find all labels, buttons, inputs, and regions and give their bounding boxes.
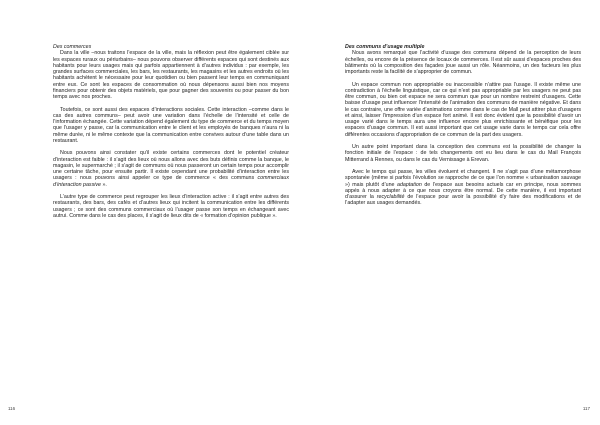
paragraph: Dans la ville –nous traitons l’espace de la ville, mais la réflexion peut être également ciblée sur les espaces ruraux ou périurbains– nous pouvons observer différents espaces qui sont destinés aux habitants pour leurs usages mais qui parfois appartiennent à d’autres individus : par exemple, les grandes surfaces commerciales, les bars, les restaurants, les magasins et les autres endroits où les habitants achètent le nécessaire pour leur quotidien ou bien passent leur temps en communiquant entre eux. Ce sont les espaces de consommation où nous dépensons aussi bien nos moyens financiers pour obtenir des objets matériels, que pour gagner des souvenirs ou pour passer du bon temps avec nos proches. [53,50,289,100]
page-number: 116 [8,406,16,411]
paragraph: Nous pouvons ainsi constater qu’il existe certains commerces dont le potentiel créateur d’interaction est faible : il s’agit des lieux où nous allons avec des buts définis comme la banque, le magasin, le supermarché ; il s’agit de communs où nous passeront un certain temps pour accomplir une certaine tâche, pour ensuite partir. Il existe cependant une probabilité d’interaction entre les usagers : nous pouvons ainsi appeler ce type de commerce « des communs commerciaux d’interaction passive ». [53,150,289,188]
section-heading-communs-usage-multiple: Des communs d’usage multiple [345,44,425,50]
right-page [300,0,600,425]
page-number: 117 [582,406,590,411]
paragraph: Toutefois, ce sont aussi des espaces d’interactions sociales. Cette interaction –comme dans le cas des autres communs– peut avoir une variation dans l’échelle de l’intensité et celle de l’information échangée. Cette variation dépend également du type de commerce et du temps moyen que l’usager y passe, car la communication entre le client et les employés de banques n’aura ni la même durée, ni le même contexte que la communication entre convives autour d’une table dans un restaurant. [53,106,289,144]
left-text-column [53,44,289,219]
paragraph: Avec le temps qui passe, les villes évoluent et changent. Il ne s’agit pas d’une métamorphose spontanée (même si parfois l’évolution se rapproche de ce que l’on nomme « urbanisation sauvage ») mais plutôt d’une adaptation de l’espace aux besoins actuels car en principe, nous sommes appés à nous adapter à ce que nous croyons être normal. De cette manière, il est important d’assurer la recyclabilité de l’espace pour avoir la possibilité d’y faire des modifications et de l’adapter aux usages demandés. [345,169,581,207]
paragraph: Un espace commun non appropriable ou inaccessible n’attire pas l’usage. Il existe même une contradiction à l’échelle linguistique, car ce qui n’est pas appropriable par les usagers ne peut pas être commun, ou bien cet espace ne sera commun que pour un nombre restreint d’usagers. Cette baisse d’usage peut influencer l’intensité de l’animation des communs de manière négative. Et dans le cas contraire, une offre variée d’animations comme dans le cas de Mall peut attirer plus d’usagers et ainsi, laisser l’impression d’un espace fort animé. Il est donc évident que la possibilité d’avoir un usage varié dans le temps aura une influence encore plus enrichissante et bénéfique pour les espaces d’usage commun. Il est aussi important que cet usage varie dans le temps car cela offre différentes occasions d’appropriation de ce commun de la part des usagers. [345,81,581,138]
section-heading-commerces: Des commerces [53,44,92,50]
paragraph: Un autre point important dans la conception des communs est la possibilité de changer la fonction initiale de l’espace : de tels changements ont eu lieu dans le cas du Mail François Mitterrand à Rennes, ou dans le cas du Vernissage à Erevan. [345,144,581,163]
paragraph: Nous avons remarqué que l’activité d’usage des communs dépend de la perception de leurs échelles, ou encore de la présence de locaux de commerces. Il est sûr aussi d’espaces proches des bâtiments où la composition des façades joue aussi un rôle. Néanmoins, un des facteurs les plus importants reste la facilité de s’approprier de commun. [345,50,581,75]
right-text-column [345,44,581,207]
paragraph: L’autre type de commerce peut regrouper les lieux d’interaction active : il s’agit entre autres des restaurants, des bars, des cafés et d’autres lieux qui incitent la communication entre les différents usagers ; ce sont des communs commerciaux où l’usager passe son temps en échangeant avec autrui. Comme dans le cas des places, il s’agit de lieux dits de « formation d’opinion publique ». [53,194,289,219]
